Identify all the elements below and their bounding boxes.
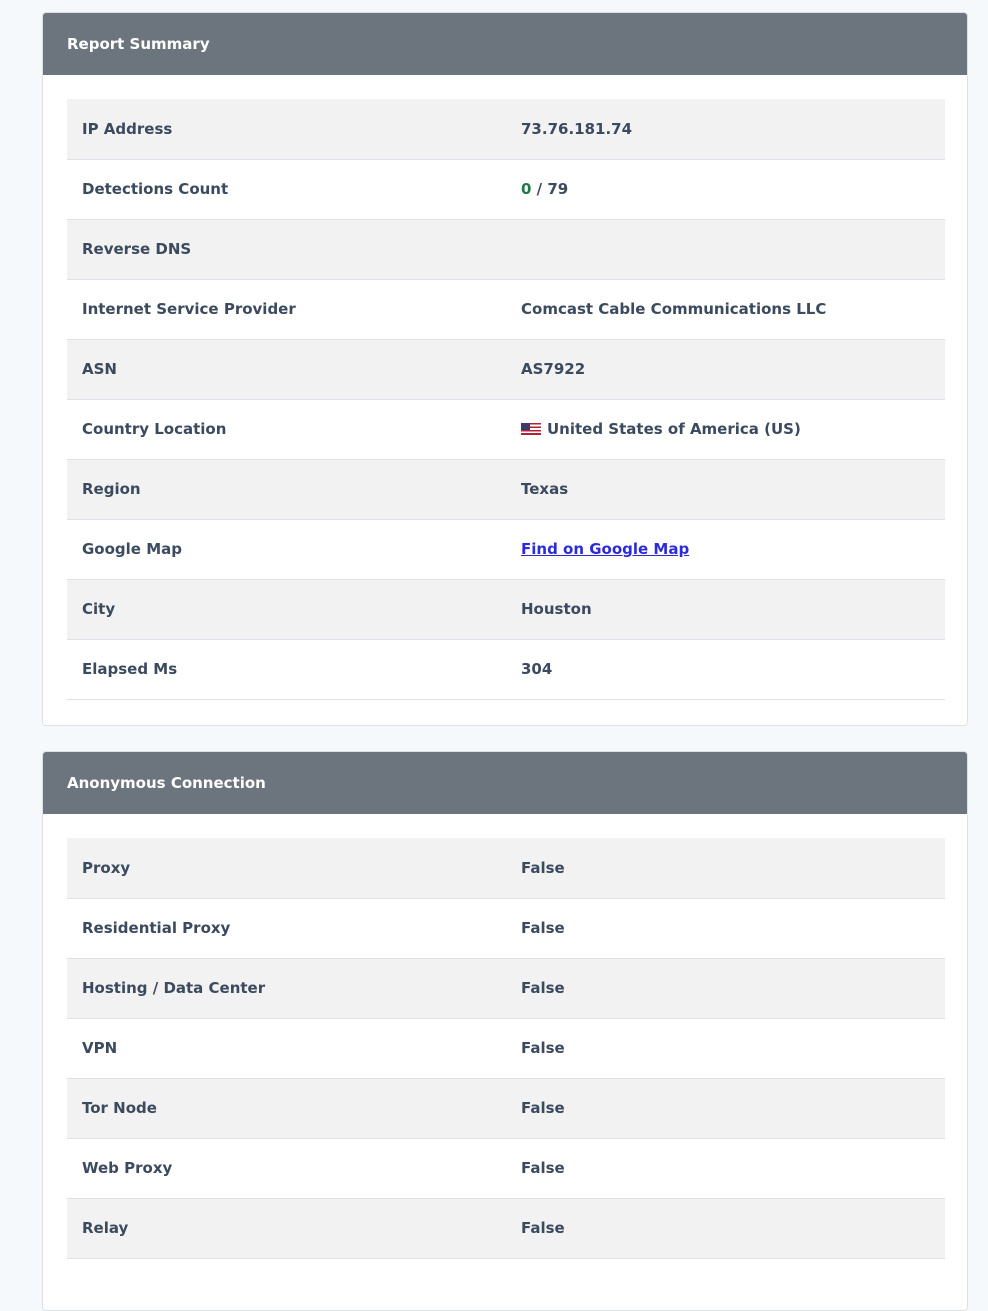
region-label: Region xyxy=(82,480,141,498)
report-summary-body xyxy=(43,75,967,724)
table-row xyxy=(67,279,945,339)
web-proxy-value: False xyxy=(521,1159,565,1177)
residential-proxy-value: False xyxy=(521,919,565,937)
anonymous-connection-card xyxy=(42,751,968,1311)
asn-value: AS7922 xyxy=(521,360,586,378)
us-flag-icon xyxy=(521,423,541,435)
anonymous-connection-header: Anonymous Connection xyxy=(43,752,967,814)
google-map-label: Google Map xyxy=(82,540,182,558)
residential-proxy-label: Residential Proxy xyxy=(82,919,231,937)
table-row xyxy=(67,159,945,219)
web-proxy-label: Web Proxy xyxy=(82,1159,173,1177)
anonymous-connection-table xyxy=(67,838,945,1259)
city-label: City xyxy=(82,600,116,618)
tor-node-label: Tor Node xyxy=(82,1099,157,1117)
detections-total: / 79 xyxy=(531,180,569,198)
table-row xyxy=(67,519,945,579)
google-map-link[interactable]: Find on Google Map xyxy=(521,540,690,558)
detections-count-value xyxy=(506,159,945,219)
report-summary-card xyxy=(42,12,968,726)
table-row xyxy=(67,898,945,958)
isp-value: Comcast Cable Communications LLC xyxy=(521,300,827,318)
country-label: Country Location xyxy=(82,420,227,438)
hosting-value: False xyxy=(521,979,565,997)
table-row xyxy=(67,1138,945,1198)
table-row xyxy=(67,1078,945,1138)
table-row xyxy=(67,639,945,699)
table-row xyxy=(67,958,945,1018)
table-row xyxy=(67,1198,945,1258)
table-row xyxy=(67,459,945,519)
country-value: United States of America (US) xyxy=(547,420,801,438)
anonymous-connection-body xyxy=(43,814,967,1283)
elapsed-ms-value: 304 xyxy=(521,660,553,678)
city-value: Houston xyxy=(521,600,592,618)
table-row xyxy=(67,579,945,639)
isp-label: Internet Service Provider xyxy=(82,300,296,318)
detections-count-label: Detections Count xyxy=(82,180,229,198)
asn-label: ASN xyxy=(82,360,117,378)
detections-detected: 0 xyxy=(521,180,532,198)
report-summary-header: Report Summary xyxy=(43,13,967,75)
elapsed-ms-label: Elapsed Ms xyxy=(82,660,178,678)
table-row xyxy=(67,99,945,159)
table-row xyxy=(67,399,945,459)
tor-node-value: False xyxy=(521,1099,565,1117)
google-map-value-cell xyxy=(506,519,945,579)
proxy-value: False xyxy=(521,858,565,877)
relay-value: False xyxy=(521,1219,565,1237)
table-row xyxy=(67,838,945,898)
region-value: Texas xyxy=(521,480,569,498)
ip-address-label: IP Address xyxy=(82,119,173,138)
reverse-dns-label: Reverse DNS xyxy=(82,240,192,258)
country-value-cell xyxy=(506,399,945,459)
proxy-label: Proxy xyxy=(82,858,131,877)
vpn-label: VPN xyxy=(82,1039,118,1057)
table-row xyxy=(67,339,945,399)
vpn-value: False xyxy=(521,1039,565,1057)
table-row xyxy=(67,1018,945,1078)
report-summary-table xyxy=(67,99,945,700)
ip-address-value: 73.76.181.74 xyxy=(521,119,633,138)
table-row xyxy=(67,219,945,279)
hosting-label: Hosting / Data Center xyxy=(82,979,266,997)
relay-label: Relay xyxy=(82,1219,129,1237)
reverse-dns-value xyxy=(506,219,945,279)
